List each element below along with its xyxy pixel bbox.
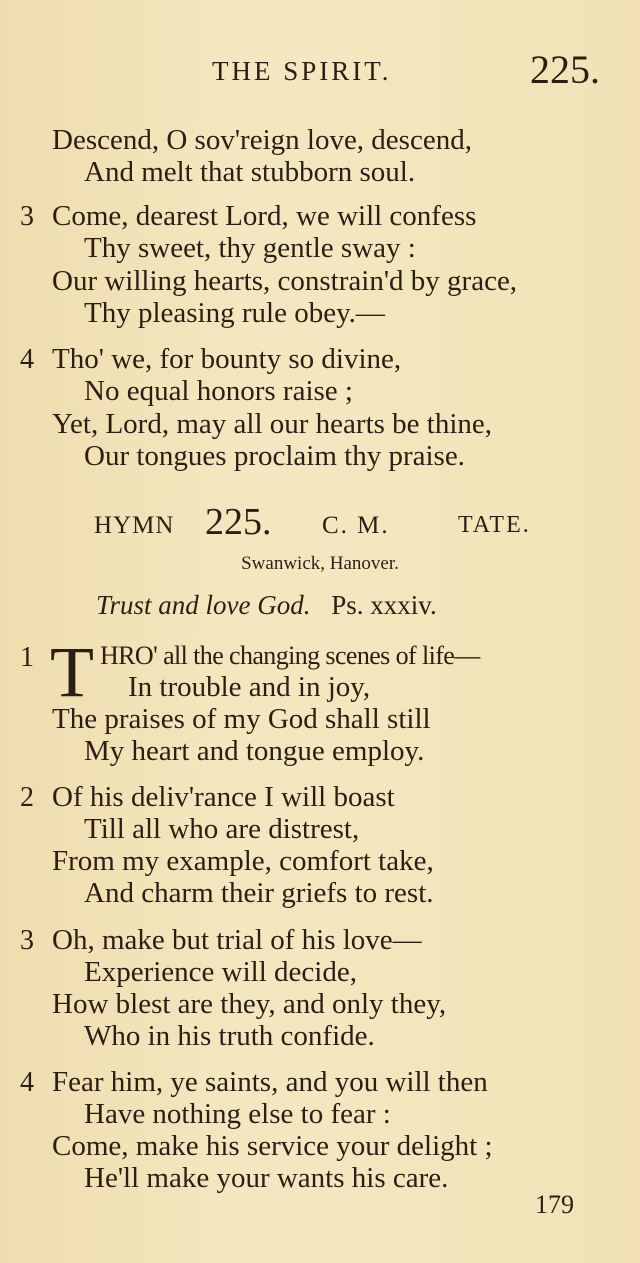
hymn-label: HYMN (94, 512, 175, 539)
verse-line: Come, make his service your delight ; (52, 1130, 493, 1162)
verse-line: And melt that stubborn soul. (84, 156, 416, 188)
running-header (0, 47, 640, 92)
stanza-number: 4 (20, 344, 34, 375)
verse-line: Tho' we, for bounty so divine, (52, 343, 402, 375)
section-title: THE SPIRIT. (212, 56, 392, 86)
verse-line: Till all who are distrest, (84, 813, 360, 845)
hymn-number: 225. (205, 501, 272, 543)
hymn-subject: Trust and love God. (96, 590, 311, 620)
stanza-number: 3 (20, 201, 34, 232)
verse-line: Who in his truth confide. (84, 1020, 375, 1052)
hymn-subject-line (96, 590, 437, 621)
stanza-number: 4 (20, 1067, 34, 1098)
verse-line: Fear him, ye saints, and you will then (52, 1066, 488, 1098)
verse-line: Come, dearest Lord, we will confess (52, 200, 477, 232)
stanza-number: 3 (20, 925, 34, 956)
stanza-number: 2 (20, 782, 34, 813)
tune-names: Swanwick, Hanover. (241, 553, 399, 574)
stanza-number: 1 (20, 642, 34, 673)
verse-line: He'll make your wants his care. (84, 1162, 449, 1194)
verse-line: How blest are they, and only they, (52, 988, 447, 1020)
verse-line: Thy sweet, thy gentle sway : (84, 232, 416, 264)
drop-cap: T (50, 632, 94, 712)
verse-line: Our willing hearts, constrain'd by grace, (52, 265, 518, 297)
verse-line: Yet, Lord, may all our hearts be thine, (52, 408, 493, 440)
verse-line: Experience will decide, (84, 956, 357, 988)
verse-line: Have nothing else to fear : (84, 1098, 391, 1130)
verse-line: No equal honors raise ; (84, 375, 353, 407)
hymn-author: TATE. (458, 512, 531, 538)
verse-line: In trouble and in joy, (128, 671, 371, 703)
verse-line: HRO' all the changing scenes of life— (100, 641, 480, 670)
verse-line: Thy pleasing rule obey.— (84, 297, 385, 329)
scripture-reference: Ps. xxxiv. (331, 590, 437, 620)
header-hymn-number: 225. (530, 47, 600, 92)
verse-line: The praises of my God shall still (52, 703, 431, 735)
verse-line: And charm their griefs to rest. (84, 877, 434, 909)
verse-line: Our tongues proclaim thy praise. (84, 440, 465, 472)
verse-line: My heart and tongue employ. (84, 735, 425, 767)
page-number: 179 (535, 1190, 574, 1219)
verse-line: Of his deliv'rance I will boast (52, 781, 395, 813)
verse-line: Descend, O sov'reign love, descend, (52, 124, 472, 156)
verse-line: Oh, make but trial of his love— (52, 924, 422, 956)
verse-line: From my example, comfort take, (52, 845, 434, 877)
hymn-heading (0, 502, 640, 546)
hymn-meter: C. M. (322, 512, 390, 539)
